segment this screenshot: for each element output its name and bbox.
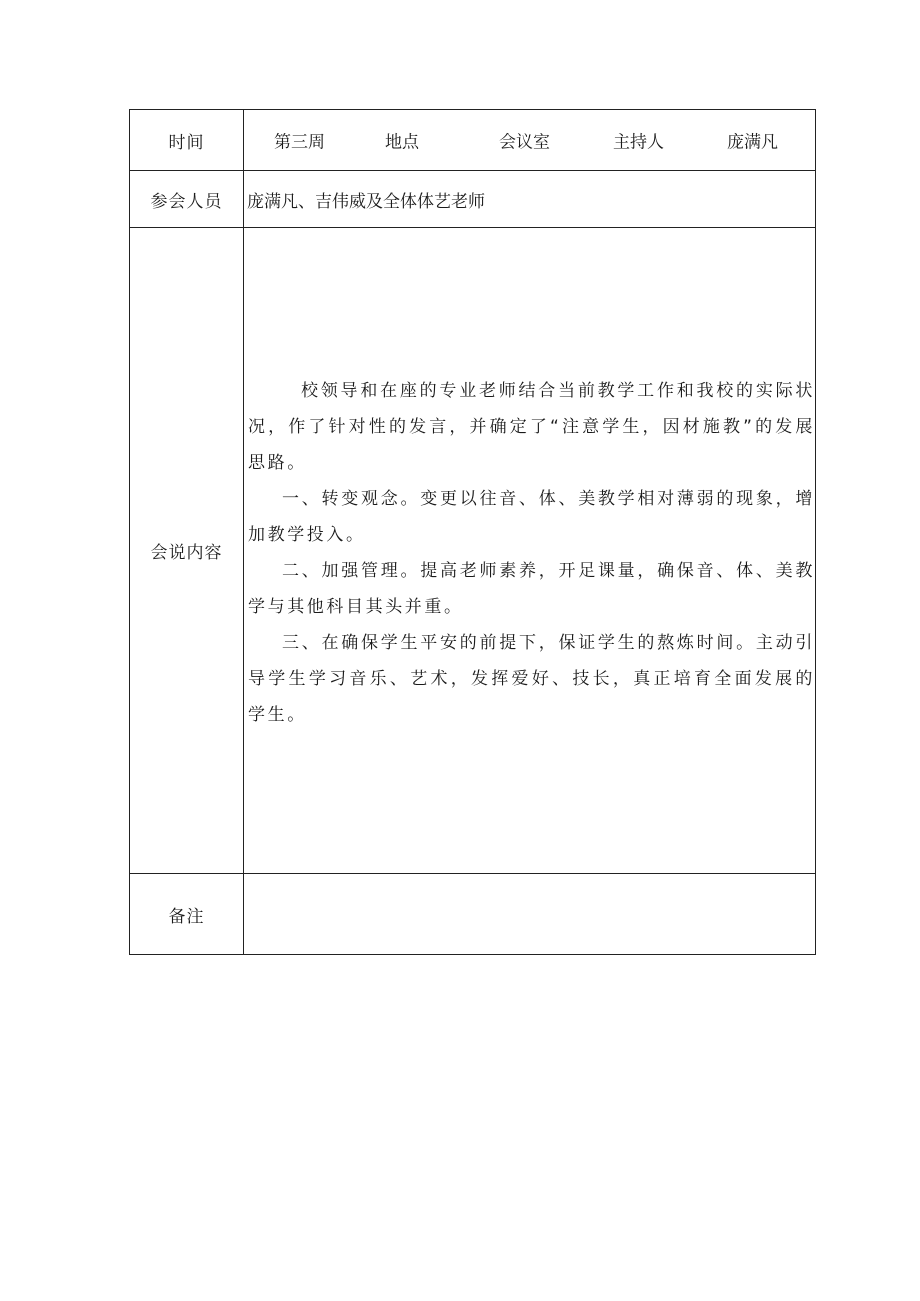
content-label: 会说内容 <box>130 228 244 874</box>
header-row <box>130 110 816 171</box>
place-label: 地点 <box>385 132 419 153</box>
place-value: 会议室 <box>499 132 550 153</box>
header-info-cell <box>244 110 816 171</box>
content-cell <box>244 228 816 874</box>
time-label: 时间 <box>130 110 244 171</box>
remark-row <box>130 874 816 955</box>
content-intro: 校领导和在座的专业老师结合当前教学工作和我校的实际状况，作了针对性的发言，并确定了“注意学生，因材施教”的发展思路。 <box>248 380 815 473</box>
content-row <box>130 228 816 874</box>
week-value: 第三周 <box>274 132 325 153</box>
attendees-label: 参会人员 <box>130 171 244 228</box>
host-value: 庞满凡 <box>727 132 778 153</box>
content-item-3: 三、在确保学生平安的前提下，保证学生的熬炼时间。主动引导学生学习音乐、艺术，发挥爱好、技长，真正培育全面发展的学生。 <box>248 632 815 725</box>
content-item-2: 二、加强管理。提高老师素养，开足课量，确保音、体、美教学与其他科目其头并重。 <box>248 560 815 617</box>
host-label: 主持人 <box>613 132 664 153</box>
content-body <box>244 369 815 733</box>
attendees-cell <box>244 171 816 228</box>
remark-cell <box>244 874 816 955</box>
meeting-record-table <box>129 109 816 955</box>
remark-label: 备注 <box>130 874 244 955</box>
content-item-1: 一、转变观念。变更以往音、体、美教学相对薄弱的现象，增加教学投入。 <box>248 488 815 545</box>
attendees-value: 庞满凡、吉伟威及全体体艺老师 <box>247 191 485 212</box>
attendees-row <box>130 171 816 228</box>
